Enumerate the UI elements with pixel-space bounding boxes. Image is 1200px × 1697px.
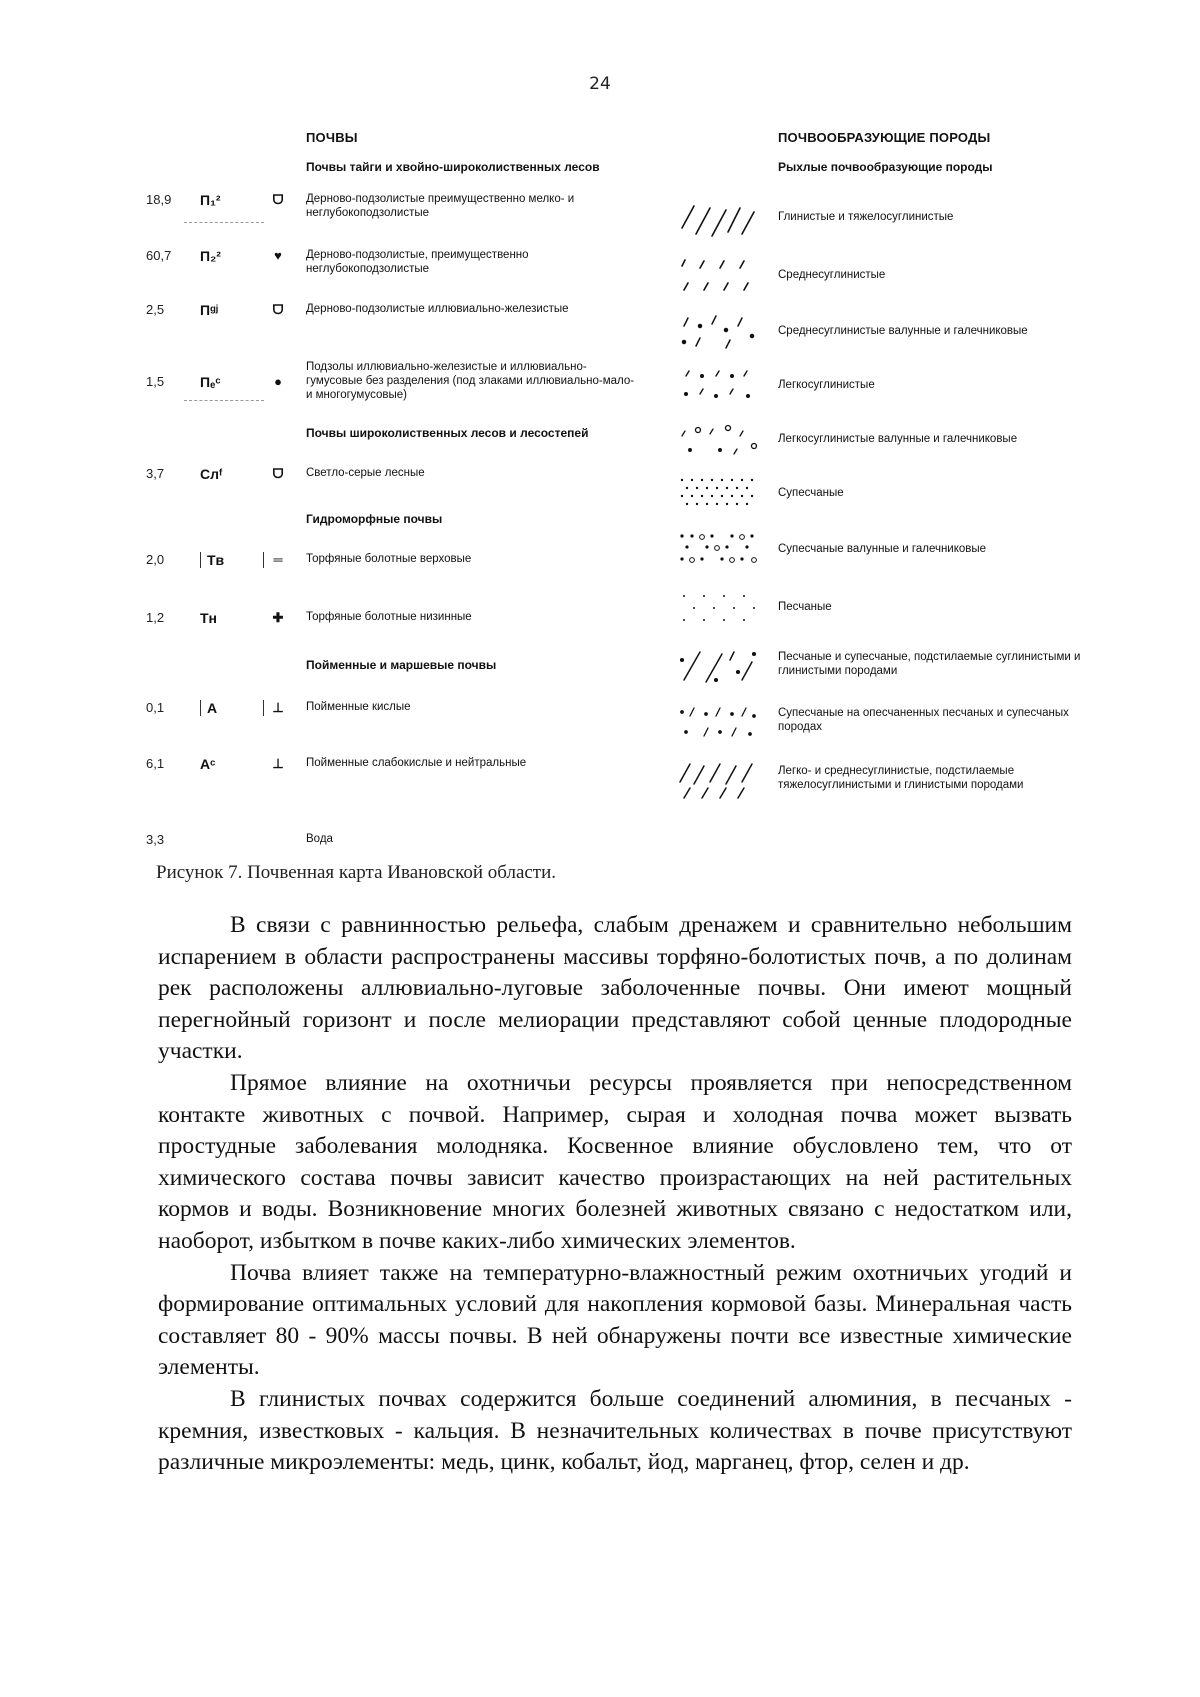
dot-hatch-pattern-icon bbox=[676, 702, 760, 742]
soil-index: Пᵍʲ bbox=[200, 302, 219, 318]
sparse-dots-pattern-icon bbox=[676, 590, 760, 630]
divider bbox=[184, 222, 264, 223]
soil-percent: 6,1 bbox=[146, 756, 165, 771]
figure-caption: Рисунок 7. Почвенная карта Ивановской области. bbox=[156, 862, 557, 883]
rock-label: Супесчаные на опесчаненных песчаных и супесчаных породах bbox=[778, 707, 1069, 733]
body-text bbox=[158, 910, 1072, 1479]
divider bbox=[184, 400, 264, 401]
rocks-title: ПОЧВООБРАЗУЮЩИЕ ПОРОДЫ bbox=[778, 130, 991, 145]
hatch-mixed-pattern-icon bbox=[676, 646, 760, 686]
paragraph: В глинистых почвах содержится больше соединений алюминия, в песчаных - кремния, известковых - кальция. В незначительных количествах в почве присутствуют различные микроэлементы: медь, цинк, кобальт, йод, марганец, фтор, селен и др. bbox=[158, 1385, 1072, 1476]
dash-circle-pattern-icon bbox=[676, 420, 760, 460]
paragraph: В связи с равнинностью рельефа, слабым дренажем и сравнительно небольшим испарением в области распространены массивы торфяно-болотистых почв, а по долинам рек расположены аллювиально-луговые заболоченные почвы. Они имеют мощный перегнойный горизонт и после мелиорации представляют собой ценные плодородные участки. bbox=[158, 912, 1072, 1065]
rock-row bbox=[676, 474, 1096, 518]
rock-row bbox=[676, 198, 1096, 242]
rock-row bbox=[676, 590, 1096, 634]
soil-symbol-icon: ⊥ bbox=[272, 700, 284, 715]
soil-label: Вода bbox=[306, 833, 333, 845]
rock-row bbox=[676, 702, 1096, 746]
soil-symbol-icon: ⊥ bbox=[272, 756, 284, 771]
soil-index: П₂² bbox=[200, 248, 221, 264]
dots-pattern-icon bbox=[676, 474, 760, 514]
soil-index: П₁² bbox=[200, 192, 221, 208]
rock-row bbox=[676, 312, 1096, 356]
dash-dot-pattern-icon bbox=[676, 312, 760, 352]
paragraph: Почва влияет также на температурно-влажностный режим охотничьих угодий и формирование оптимальных условий для накопления кормовой базы. Минеральная часть составляет 80 - 90% массы почвы. В ней обнаружены почти все известные химические элементы. bbox=[158, 1259, 1072, 1381]
soil-symbol-icon: ● bbox=[274, 374, 282, 389]
soils-group-floodplain: Пойменные и маршевые почвы bbox=[306, 658, 497, 672]
rock-label: Песчаные и супесчаные, подстилаемые суглинистыми и глинистыми породами bbox=[778, 651, 1081, 677]
soil-label: Дерново-подзолистые иллювиально-железистые bbox=[306, 303, 569, 315]
soil-label: Дерново-подзолистые, преимущественно неглубокоподзолистые bbox=[306, 249, 529, 275]
rock-label: Супесчаные валунные и галечниковые bbox=[778, 543, 987, 555]
soil-symbol-icon: ✚ bbox=[272, 610, 284, 625]
soil-percent: 1,5 bbox=[146, 374, 165, 389]
rock-row bbox=[676, 646, 1096, 690]
soil-label: Пойменные кислые bbox=[306, 701, 411, 713]
page-number: 24 bbox=[589, 74, 611, 94]
rock-row bbox=[676, 530, 1096, 574]
soil-index: Пₑᶜ bbox=[200, 374, 221, 390]
rock-row bbox=[676, 760, 1096, 804]
soils-group-taiga: Почвы тайги и хвойно-широколиственных лесов bbox=[306, 160, 600, 174]
soil-label: Дерново-подзолистые преимущественно мелко- и неглубокоподзолистые bbox=[306, 193, 575, 219]
rock-label: Песчаные bbox=[778, 601, 832, 613]
soil-index: Cлᶠ bbox=[200, 466, 223, 482]
rock-label: Легко- и среднесуглинистые, подстилаемые тяжелосуглинистыми и глинистыми породами bbox=[778, 765, 1024, 791]
paragraph: Прямое влияние на охотничьи ресурсы проявляется при непосредственном контакте животных с почвой. Например, сырая и холодная почва может вызвать простудные заболевания молодняка. Косвенное влияние обусловлено тем, что от химического состава почвы зависит качество произрастающих на ней растительных кормов и воды. Возникновение многих болезней животных связано с недостатком или, наоборот, избытком в почве каких-либо химических элементов. bbox=[158, 1069, 1072, 1254]
rock-row bbox=[676, 420, 1096, 464]
soil-symbol-icon: ᗜ bbox=[272, 302, 284, 317]
soil-percent: 2,0 bbox=[146, 552, 165, 567]
soil-label: Пойменные слабокислые и нейтральные bbox=[306, 757, 527, 769]
rock-row bbox=[676, 366, 1096, 410]
soil-label: Светло-серые лесные bbox=[306, 467, 425, 479]
dots-circle-pattern-icon bbox=[676, 530, 760, 570]
soil-index: Aᶜ bbox=[200, 756, 216, 772]
soil-percent: 3,7 bbox=[146, 466, 165, 481]
soil-label: Подзолы иллювиально-железистые и иллювиально-гумусовые без разделения (под злаками иллювиально-мало- и многогумусовые) bbox=[306, 361, 635, 401]
rock-label: Супесчаные bbox=[778, 487, 844, 499]
soil-percent: 3,3 bbox=[146, 832, 165, 847]
rock-label: Легкосуглинистые bbox=[778, 379, 875, 391]
soil-label: Торфяные болотные низинные bbox=[306, 611, 472, 623]
rock-label: Легкосуглинистые валунные и галечниковые bbox=[778, 433, 1018, 445]
soil-percent: 2,5 bbox=[146, 302, 165, 317]
soil-index: Tв bbox=[200, 552, 264, 568]
rock-row bbox=[676, 256, 1096, 300]
hatch-pattern-icon bbox=[676, 198, 760, 238]
rock-label: Среднесуглинистые bbox=[778, 269, 886, 281]
soil-label: Торфяные болотные верховые bbox=[306, 553, 472, 565]
soil-index: Tн bbox=[200, 610, 218, 626]
soils-title: ПОЧВЫ bbox=[306, 130, 358, 145]
soil-index: A bbox=[200, 700, 264, 716]
soil-percent: 0,1 bbox=[146, 700, 165, 715]
dash-dot-pattern-icon bbox=[676, 366, 760, 406]
soil-symbol-icon: ♥ bbox=[274, 248, 282, 263]
dash-pattern-icon bbox=[676, 256, 760, 296]
soils-group-hydro: Гидроморфные почвы bbox=[306, 512, 443, 526]
hatch-pattern-icon bbox=[676, 760, 760, 800]
soil-percent: 60,7 bbox=[146, 248, 172, 263]
soils-group-broadleaf: Почвы широколиственных лесов и лесостепей bbox=[306, 426, 589, 440]
soil-symbol-icon: ᗜ bbox=[272, 192, 284, 207]
soil-symbol-icon: ═ bbox=[273, 552, 283, 567]
soil-symbol-icon: ᗜ bbox=[272, 466, 284, 481]
soil-percent: 1,2 bbox=[146, 610, 165, 625]
rocks-group: Рыхлые почвообразующие породы bbox=[778, 160, 993, 174]
soil-percent: 18,9 bbox=[146, 192, 172, 207]
rock-label: Среднесуглинистые валунные и галечниковые bbox=[778, 325, 1028, 337]
rock-label: Глинистые и тяжелосуглинистые bbox=[778, 211, 954, 223]
